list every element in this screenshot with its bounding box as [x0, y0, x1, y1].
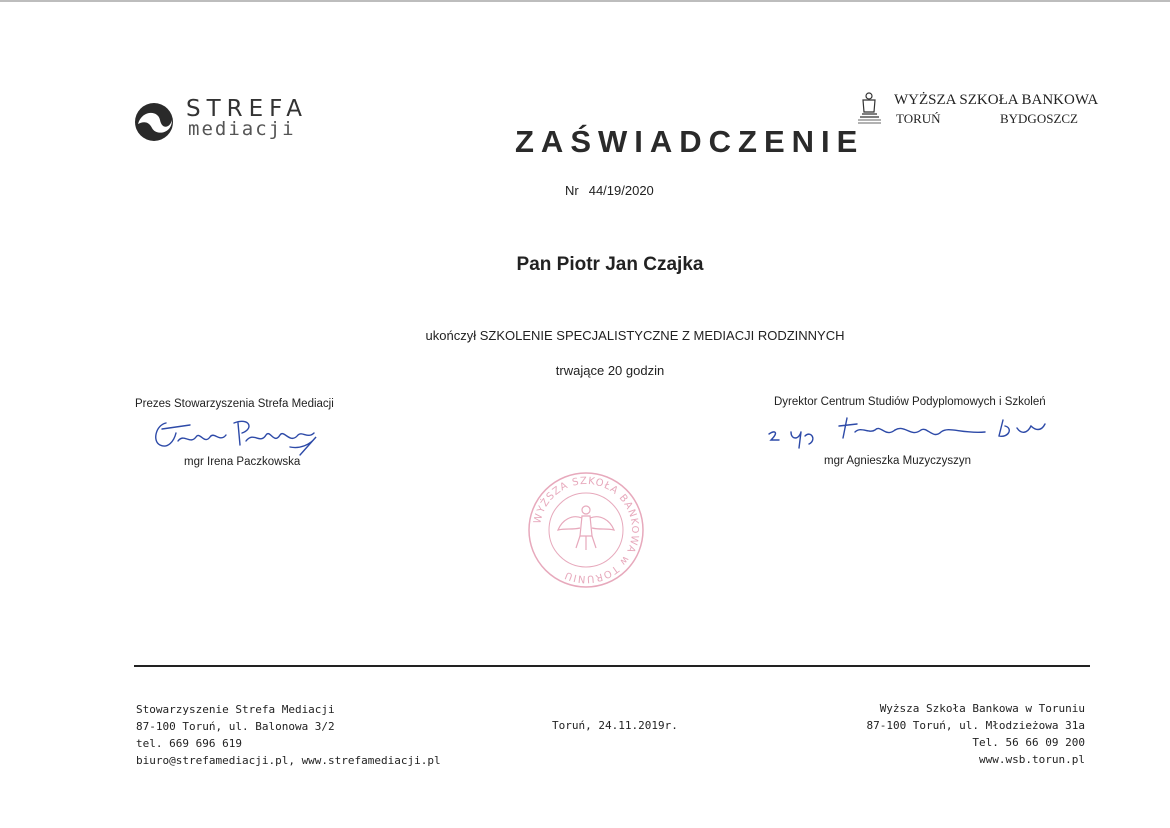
document-title: ZAŚWIADCZENIE [515, 124, 865, 159]
eagle-emblem-icon [558, 506, 614, 550]
strefa-logo-line2: mediacji [188, 118, 296, 140]
course-name: SZKOLENIE SPECJALISTYCZNE Z MEDIACJI RODZINNYCH [479, 328, 845, 343]
certificate-number-value: 44/19/2020 [588, 183, 654, 198]
left-handwritten-signature [150, 415, 325, 460]
seal-text: WYŻSZA SZKOŁA BANKOWA w TORUNIU [532, 475, 641, 585]
footer-right-line-1: Wyższa Szkoła Bankowa w Toruniu [879, 702, 1085, 715]
footer-right-line-3: Tel. 56 66 09 200 [972, 736, 1085, 749]
footer-strefa-contact [136, 701, 441, 769]
duration-line [0, 363, 1170, 378]
university-seal [526, 470, 646, 590]
left-signatory-role: Prezes Stowarzyszenia Strefa Mediacji [135, 398, 334, 410]
course-prefix: ukończył [425, 328, 480, 343]
strefa-logo-line1: STREFA [186, 96, 309, 122]
wsb-logo-cities [896, 111, 1078, 127]
right-signatory-role: Dyrektor Centrum Studiów Podyplomowych i Szkoleń [774, 396, 1046, 408]
wsb-logo-name: WYŻSZA SZKOŁA BANKOWA [894, 92, 1099, 108]
right-handwritten-signature [765, 410, 1050, 455]
svg-text:WYŻSZA SZKOŁA BANKOWA w TORUNI [532, 476, 640, 584]
right-signatory-name: mgr Agnieszka Muzyczyszyn [824, 455, 971, 467]
footer-divider [134, 665, 1090, 667]
footer-left-line-2: 87-100 Toruń, ul. Balonowa 3/2 [136, 720, 335, 733]
certificate-number-label: Nr [565, 183, 579, 198]
strefa-yin-yang-icon [132, 100, 176, 144]
recipient-line [0, 254, 1170, 276]
footer-right-line-4: www.wsb.torun.pl [979, 753, 1085, 766]
wsb-logo [850, 88, 1099, 138]
course-duration: trwające 20 godzin [555, 363, 665, 378]
wsb-city-bydgoszcz: BYDGOSZCZ [999, 111, 1078, 126]
footer-left-line-4: biuro@strefamediacji.pl, www.strefamediacji.pl [136, 754, 441, 767]
course-line [0, 328, 1170, 343]
wsb-city-torun: TORUŃ [896, 111, 941, 126]
footer-left-line-3: tel. 669 696 619 [136, 737, 242, 750]
certificate-number [565, 183, 654, 198]
footer-right-line-2: 87-100 Toruń, ul. Młodzieżowa 31a [866, 719, 1085, 732]
wsb-crest-icon [850, 88, 890, 128]
issue-place-date: Toruń, 24.11.2019r. [552, 719, 678, 732]
footer-left-line-1: Stowarzyszenie Strefa Mediacji [136, 703, 335, 716]
left-signatory-name: mgr Irena Paczkowska [184, 456, 301, 468]
top-edge-line [0, 0, 1170, 2]
recipient-name: Pan Piotr Jan Czajka [516, 254, 704, 275]
footer-wsb-contact [850, 700, 1085, 768]
